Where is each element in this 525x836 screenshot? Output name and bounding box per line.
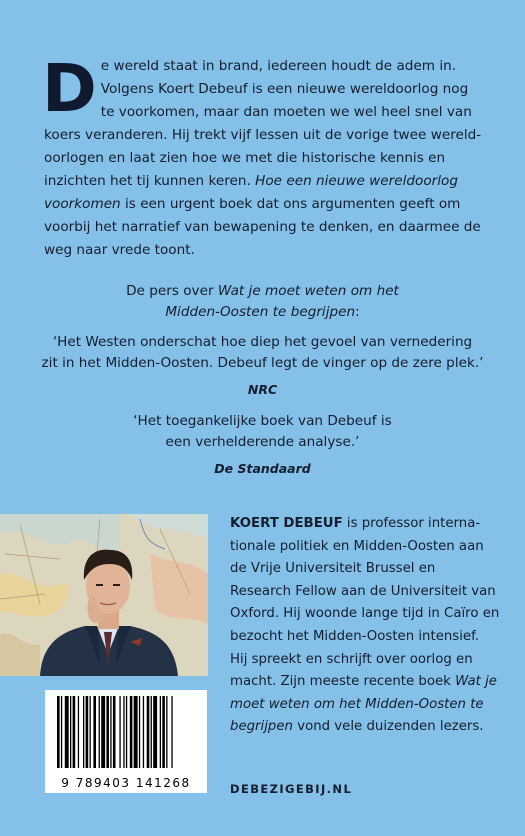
author-name: KOERT DEBEUF: [230, 516, 343, 531]
barcode-bar: [166, 696, 167, 768]
drop-cap: D: [42, 50, 95, 127]
barcode-bar: [139, 696, 140, 768]
barcode-bar: [126, 696, 127, 768]
barcode-bar: [134, 696, 138, 768]
bio-italic-book: Wat je moet weten om het Midden-Oosten te begrijpen: [230, 674, 497, 735]
barcode-bar: [86, 696, 89, 768]
barcode-bar: [106, 696, 109, 768]
quote-1-line2: zit in het Midden-Oosten. Debeuf legt de vinger op de zere plek.’: [41, 355, 484, 371]
barcode-bar: [130, 696, 133, 768]
press-intro: [0, 281, 525, 323]
barcode-bar: [119, 696, 120, 768]
barcode-bar: [143, 696, 144, 768]
press-intro-suffix: :: [355, 304, 360, 320]
press-book-title-line2: Midden-Oosten te begrijpen: [165, 304, 356, 320]
intro-text-part2: is een urgent boek dat ons argumenten geeft om voorbij het narratief van bewapening te denken, en daarmee de weg naar vrede toont.: [44, 196, 481, 258]
barcode-bar: [147, 696, 150, 768]
author-photo-illustration: [0, 514, 208, 676]
barcode-bar: [110, 696, 111, 768]
press-intro-prefix: De pers over: [126, 283, 218, 299]
quote-2: [0, 411, 525, 453]
intro-paragraph: [42, 50, 484, 262]
author-bio: [230, 513, 500, 739]
barcode-bar: [171, 696, 172, 768]
barcode-bar: [57, 696, 60, 768]
publisher-website[interactable]: DEBEZIGEBIJ.NL: [230, 782, 353, 796]
intro-text-part1: e wereld staat in brand, iedereen houdt de adem in. Volgens Koert Debeuf is een nieuwe wereldoorlog nog te voorkomen, maar dan moeten we wel heel snel van koers veranderen. Hij trekt vijf lessen uit de vorige twee wereldoorlogen en laat zien hoe we met die historische kennis en inzichten het tij kunnen keren.: [44, 58, 482, 189]
bio-text-part2: vond vele duizenden lezers.: [292, 719, 484, 735]
barcode-bar: [113, 696, 116, 768]
quote-2-line2: een verhelderende analyse.’: [165, 434, 360, 450]
intro-italic-title: Hoe een nieuwe wereldoorlog voorkomen: [44, 173, 458, 212]
quote-2-source: De Standaard: [214, 461, 311, 476]
barcode-bar: [70, 696, 71, 768]
barcode-bar: [160, 696, 161, 768]
barcode-bar: [101, 696, 105, 768]
quote-1-source: NRC: [247, 382, 278, 397]
press-book-title-line1: Wat je moet weten om het: [217, 283, 399, 299]
quote-2-line1: ‘Het toegankelijke boek van Debeuf is: [133, 413, 392, 429]
barcode-bar: [65, 696, 69, 768]
barcode-bar: [151, 696, 152, 768]
quote-1-line1: ‘Het Westen onderschat hoe diep het gevoel van vernedering: [52, 334, 473, 350]
barcode: [45, 690, 207, 793]
barcode-bar: [83, 696, 84, 768]
isbn-number: 9 789403 141268: [61, 776, 191, 790]
bio-text-part1: is professor internationale politiek en Midden-Oosten aan de Vrije Universiteit Brussel en Research Fellow aan de Universiteit van Oxford. Hij woonde lange tijd in Caïro en bezocht het Midden-Oosten intensief. Hij spreekt en schrijft over oorlog en macht. Zijn meeste recente boek: [230, 516, 500, 690]
barcode-bar: [90, 696, 91, 768]
quote-1: [0, 332, 525, 374]
barcode-bar: [123, 696, 124, 768]
barcode-bar: [93, 696, 96, 768]
author-photo: [0, 514, 208, 676]
barcode-bar: [61, 696, 62, 768]
barcode-bar: [162, 696, 165, 768]
barcode-bar: [73, 696, 76, 768]
intro-text: [42, 50, 484, 262]
barcode-bar: [153, 696, 157, 768]
barcode-bar: [78, 696, 79, 768]
barcode-bar: [99, 696, 100, 768]
